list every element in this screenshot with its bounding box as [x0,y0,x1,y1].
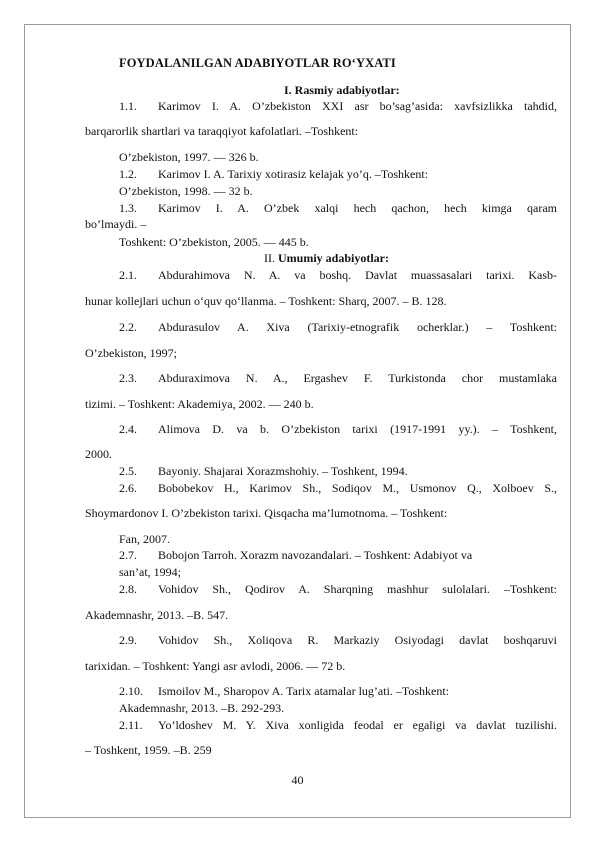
entry-2-10-line-2: Akademnashr, 2013. –B. 292-293. [119,701,285,715]
entry-2-4-line-2: 2000. [85,447,112,461]
entry-2-8-line-2: Akademnashr, 2013. –B. 547. [85,608,229,622]
page-title: FOYDALANILGAN ADABIYOTLAR RO‘YXATI [119,56,396,70]
entry-text: Bobobekov H., Karimov Sh., Sodiqov M., Usmonov Q., Xolboev S., [158,481,557,495]
entry-2-2-line-2: O’zbekiston, 1997; [85,346,177,360]
entry-number: 2.11. [119,718,143,732]
entry-1-3-line-1 [119,201,557,215]
entry-number: 2.8. [119,582,137,596]
entry-number: 2.9. [119,633,137,647]
entry-text: Abduraximova N. A., Ergashev F. Turkistonda chor mustamlaka [158,371,557,385]
page-border [24,24,571,818]
entry-1-2-line-2: O’zbekiston, 1998. — 32 b. [119,184,253,198]
entry-1-2-line-1 [119,167,428,181]
entry-2-5-line-1 [119,464,408,478]
entry-number: 2.1. [119,268,137,282]
entry-text: Yo’ldoshev M. Y. Xiva xonligida feodal er egaligi va davlat tuzilishi. [158,718,557,732]
entry-number: 1.2. [119,167,137,181]
entry-2-6-line-3: Fan, 2007. [119,532,170,546]
entry-2-6-line-1 [119,481,557,495]
entry-text: Karimov I. A. O’zbekiston XXI asr bo’sag’asida: xavfsizlikka tahdid, [158,99,557,113]
entry-text: Karimov I. A. O’zbek xalqi hech qachon, hech kimga qaram [158,201,557,215]
entry-2-11-line-2: – Toshkent, 1959. –B. 259 [85,743,212,757]
entry-text: Vohidov Sh., Qodirov A. Sharqning mashhur sulolalari. –Toshkent: [158,582,557,596]
entry-text: Abdurasulov A. Xiva (Tarixiy-etnografik ocherklar.) – Toshkent: [158,320,557,334]
entry-1-3-line-3: Toshkent: O’zbekiston, 2005. — 445 b. [119,235,309,249]
entry-number: 2.4. [119,422,137,436]
entry-2-1-line-1 [119,268,557,282]
entry-2-7-line-1 [119,548,472,562]
entry-text: Karimov I. A. Tarixiy xotirasiz kelajak yo’q. –Toshkent: [158,167,429,181]
entry-number: 2.7. [119,548,137,562]
entry-text: Abdurahimova N. A. va boshq. Davlat muassasalari tarixi. Kasb- [158,268,557,282]
entry-1-3-line-2: bo’lmaydi. – [85,217,147,231]
entry-2-2-line-1 [119,320,557,334]
entry-number: 1.3. [119,201,137,215]
entry-text: Alimova D. va b. O’zbekiston tarixi (1917-1991 yy.). – Toshkent, [158,422,557,436]
entry-text: Vohidov Sh., Xoliqova R. Markaziy Osiyodagi davlat boshqaruvi [158,633,557,647]
entry-number: 2.6. [119,481,137,495]
entry-number: 2.5. [119,464,137,478]
entry-2-3-line-1 [119,371,557,385]
entry-1-1-line-2: barqarorlik shartlari va taraqqiyot kafolatlari. –Toshkent: [85,124,359,138]
entry-number: 2.2. [119,320,137,334]
entry-2-10-line-1 [119,684,449,698]
entry-2-1-line-2: hunar kollejlari uchun o‘quv qo‘llanma. – Toshkent: Sharq, 2007. – B. 128. [85,294,447,308]
entry-2-11-line-1 [119,718,557,732]
entry-2-8-line-1 [119,582,557,596]
section-heading-text: Umumiy adabiyotlar: [278,251,389,265]
entry-text: Ismoilov M., Sharopov A. Tarix atamalar lug’ati. –Toshkent: [158,684,450,698]
section-numeral: II. [264,251,275,265]
entry-number: 2.3. [119,371,137,385]
entry-text: Bayoniy. Shajarai Xorazmshohiy. – Toshkent, 1994. [158,464,408,478]
entry-2-9-line-1 [119,633,557,647]
entry-2-3-line-2: tizimi. – Toshkent: Akademiya, 2002. — 240 b. [85,397,314,411]
entry-2-4-line-1 [119,422,557,436]
page-number: 40 [291,773,304,787]
section-heading-official: I. Rasmiy adabiyotlar: [284,83,400,97]
entry-number: 1.1. [119,99,137,113]
entry-1-1-line-3: O’zbekiston, 1997. — 326 b. [119,150,259,164]
entry-2-9-line-2: tarixidan. – Toshkent: Yangi asr avlodi, 2006. — 72 b. [85,659,346,673]
section-heading-general [264,251,389,266]
entry-text: Bobojon Tarroh. Xorazm navozandalari. – Toshkent: Adabiyot va [158,548,473,562]
entry-1-1-line-1 [119,99,557,113]
entry-2-7-line-2: san’at, 1994; [119,565,181,579]
entry-number: 2.10. [119,684,143,698]
entry-2-6-line-2: Shoymardonov I. O’zbekiston tarixi. Qisqacha ma’lumotnoma. – Toshkent: [85,506,448,520]
